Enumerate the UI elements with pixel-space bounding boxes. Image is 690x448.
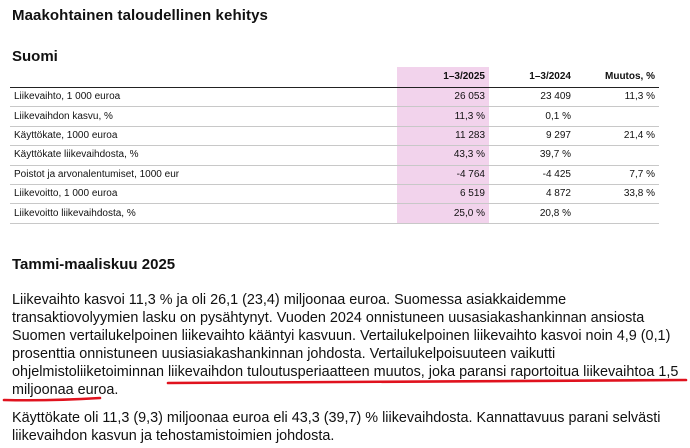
- cell-previous: 0,1 %: [489, 107, 575, 126]
- table-row: [10, 88, 659, 107]
- cell-change: [575, 146, 659, 165]
- cell-current: 11,3 %: [397, 107, 489, 126]
- cell-previous: -4 425: [489, 165, 575, 184]
- row-label: Liikevoitto, 1 000 euroa: [10, 184, 397, 203]
- cell-previous: 39,7 %: [489, 146, 575, 165]
- row-label: Liikevoitto liikevaihdosta, %: [10, 204, 397, 223]
- revenue-paragraph: [12, 291, 684, 400]
- page-title: Maakohtainen taloudellinen kehitys: [12, 7, 268, 24]
- table-row: [10, 165, 659, 184]
- row-label: Käyttökate liikevaihdosta, %: [10, 146, 397, 165]
- table-header-row: [10, 67, 659, 88]
- cell-previous: 4 872: [489, 184, 575, 203]
- header-previous-period: 1–3/2024: [489, 67, 575, 88]
- header-current-period: 1–3/2025: [397, 67, 489, 88]
- table-row: [10, 184, 659, 203]
- cell-current: 25,0 %: [397, 204, 489, 223]
- cell-previous: 9 297: [489, 126, 575, 145]
- table-row: [10, 126, 659, 145]
- cell-current: 43,3 %: [397, 146, 489, 165]
- header-label: [10, 67, 397, 88]
- cell-change: [575, 204, 659, 223]
- cell-change: 11,3 %: [575, 88, 659, 107]
- paragraph-text: Liikevaihto kasvoi 11,3 % ja oli 26,1 (23,4) miljoonaa euroa. Suomessa asiakkaidemme transaktiovolyymien lasku on pysähtynyt. Vuoden 2024 onnistuneen uusasiakashankinnan ansiosta Suomen vertailukelpoinen liikevaihto kääntyi kasvuun. Vertailukelpoinen liikevaihto kasvoi noin 4,9 (0,1) prosenttia onnistuneen uusiasiakashankinnan johdosta. Vertailukelpoisuuteen vaikutti ohjelmistoliiketoiminnan: [12, 292, 671, 381]
- cell-current: 11 283: [397, 126, 489, 145]
- cell-previous: 23 409: [489, 88, 575, 107]
- cell-change: 21,4 %: [575, 126, 659, 145]
- table-row: [10, 204, 659, 223]
- period-title: Tammi-maaliskuu 2025: [12, 256, 176, 273]
- red-underlined-text: liikevaihdon tuloutusperiaatteen muutos, joka paransi raportoitua liikevaihtoa 1,5 miljoonaa euroa: [12, 364, 679, 399]
- cell-change: [575, 107, 659, 126]
- row-label: Käyttökate, 1000 euroa: [10, 126, 397, 145]
- cell-current: 6 519: [397, 184, 489, 203]
- paragraph-text-end: .: [114, 382, 119, 399]
- cell-change: 7,7 %: [575, 165, 659, 184]
- table-row: [10, 146, 659, 165]
- cell-current: -4 764: [397, 165, 489, 184]
- row-label: Liikevaihto, 1 000 euroa: [10, 88, 397, 107]
- row-label: Liikevaihdon kasvu, %: [10, 107, 397, 126]
- section-title: Suomi: [12, 48, 58, 65]
- ebitda-paragraph: Käyttökate oli 11,3 (9,3) miljoonaa euroa eli 43,3 (39,7) % liikevaihdosta. Kannattavuus parani selvästi liikevaihdon kasvun ja tehostamistoimien johdosta.: [12, 410, 661, 445]
- cell-previous: 20,8 %: [489, 204, 575, 223]
- table-row: [10, 107, 659, 126]
- cell-change: 33,8 %: [575, 184, 659, 203]
- header-change: Muutos, %: [575, 67, 659, 88]
- row-label: Poistot ja arvonalentumiset, 1000 eur: [10, 165, 397, 184]
- cell-current: 26 053: [397, 88, 489, 107]
- financial-table: [10, 67, 659, 224]
